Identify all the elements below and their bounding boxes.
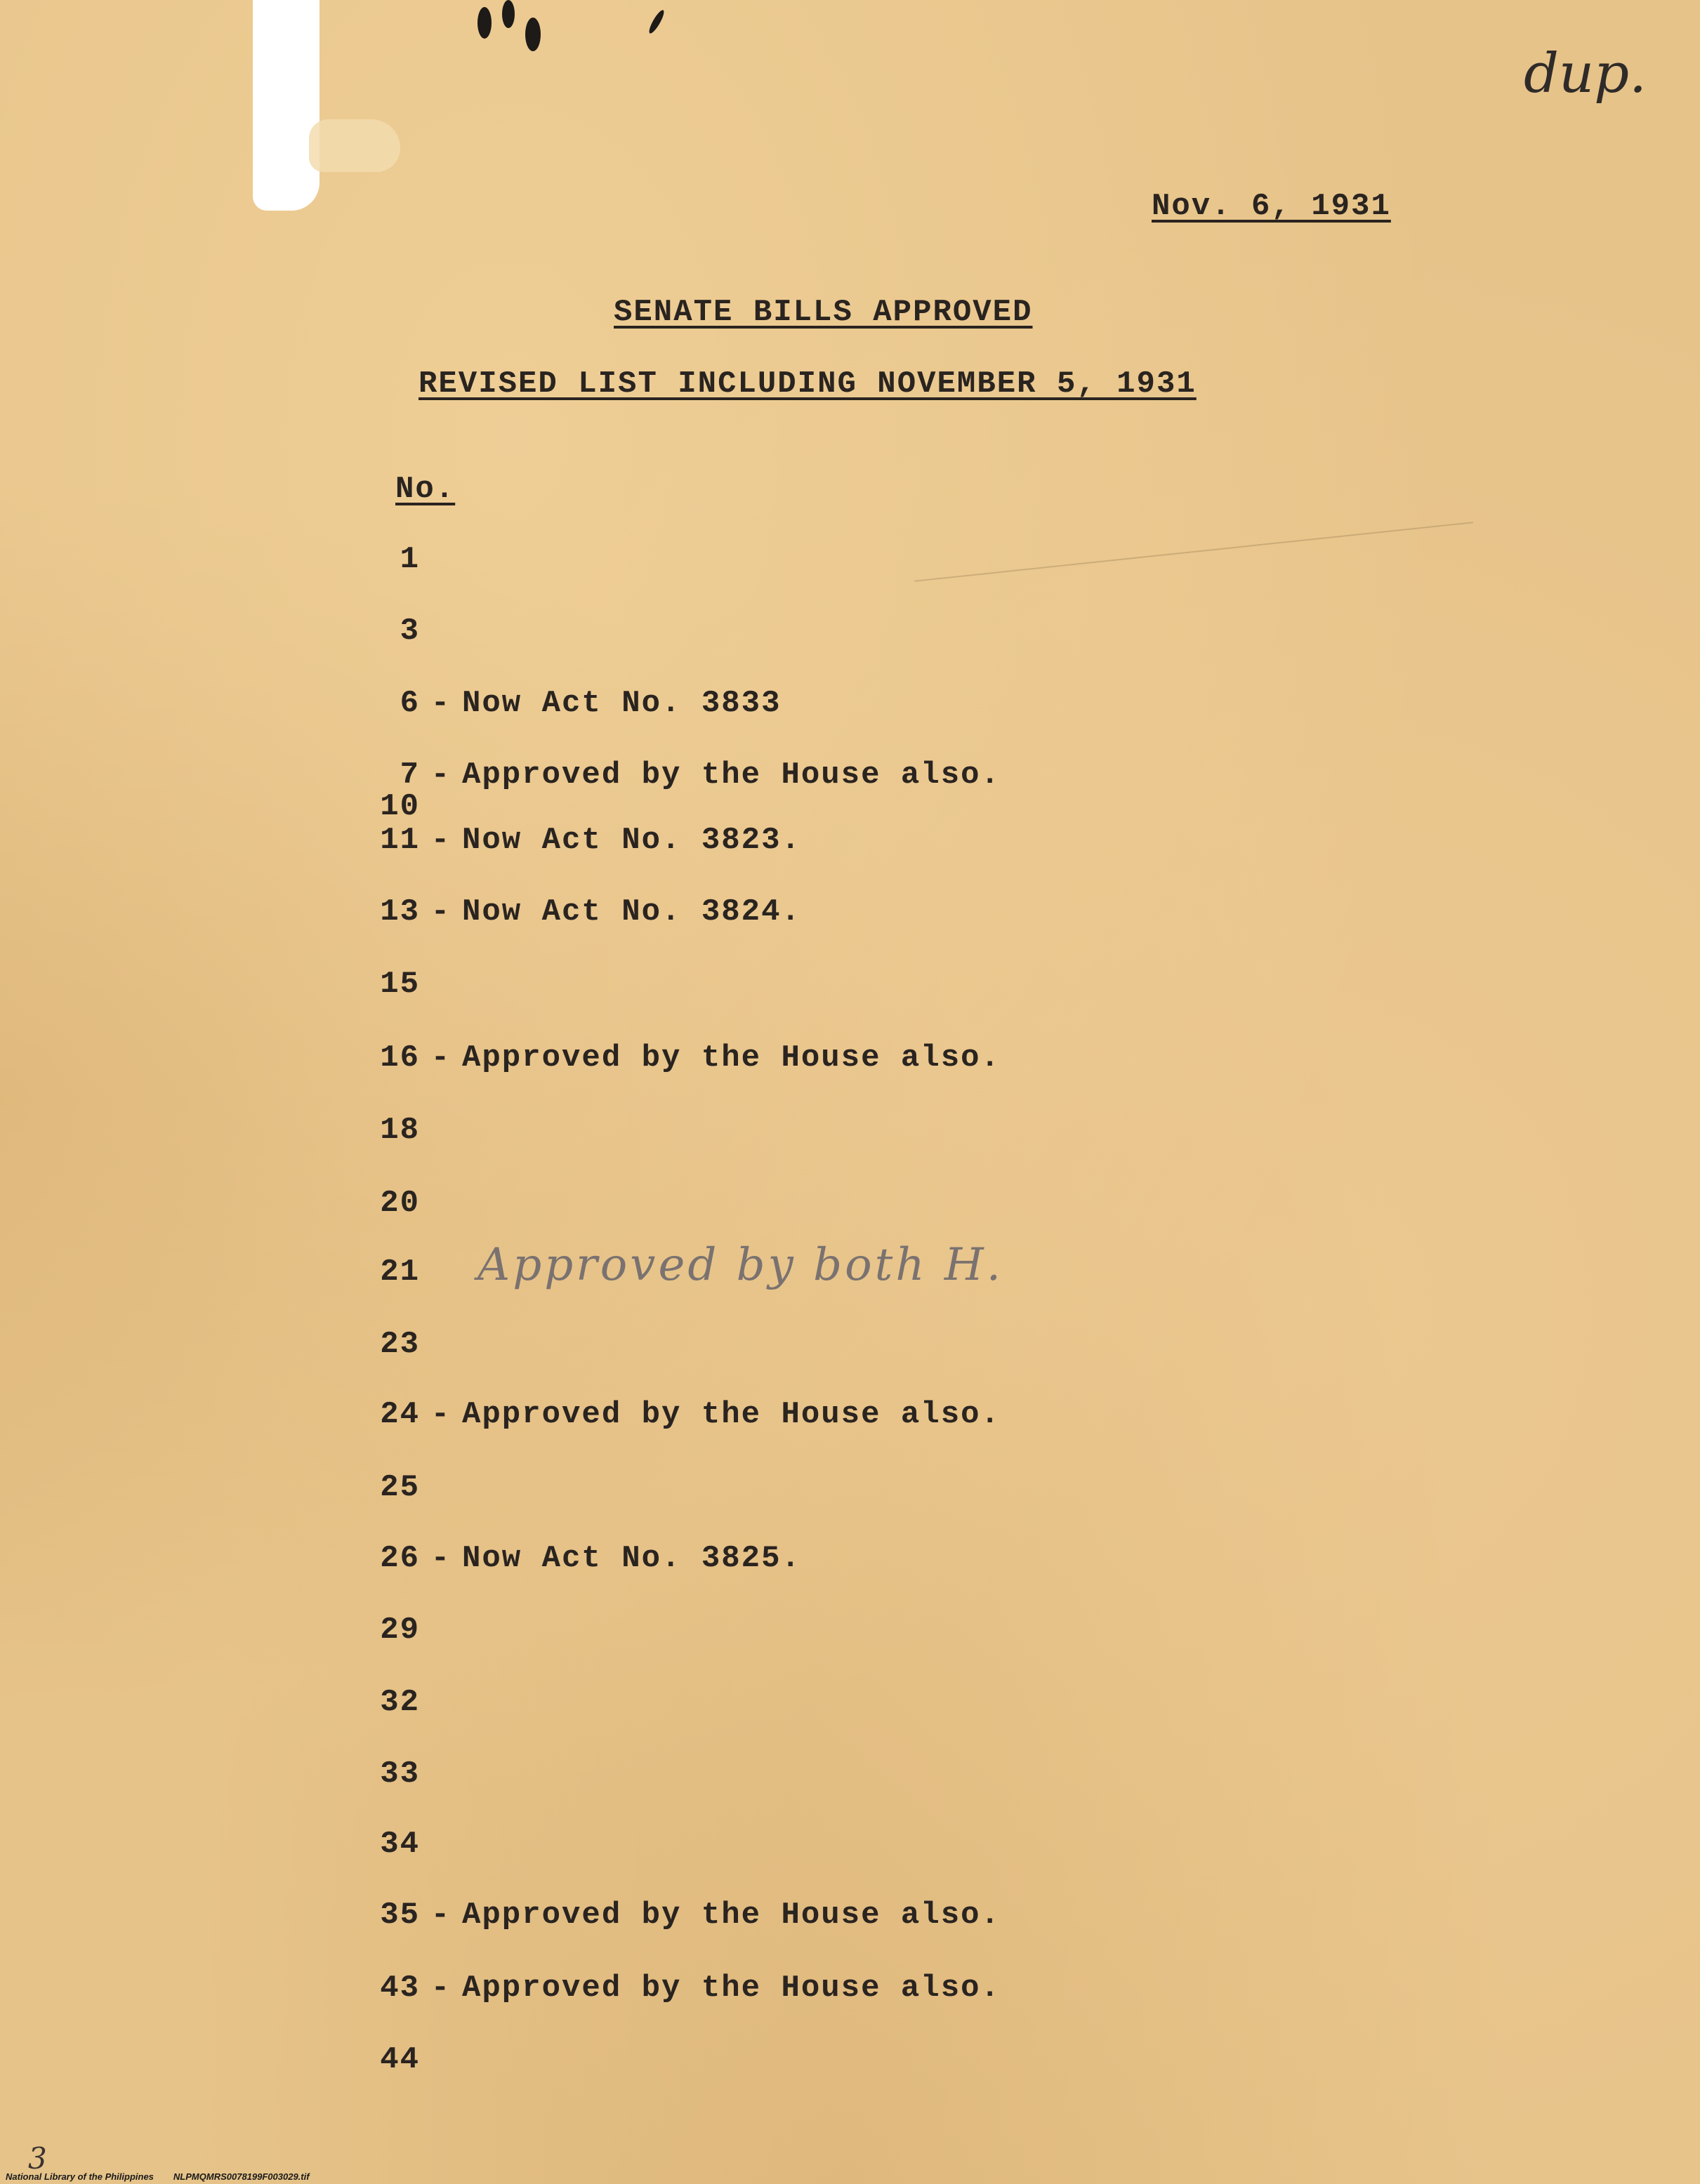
dash-separator: - [430,894,452,929]
bill-number: 16 [380,1040,420,1076]
bill-entry [350,544,420,575]
bill-status: Approved by the House also. [462,1040,1001,1076]
dash-separator: - [430,686,452,721]
bill-number: 25 [380,1470,420,1505]
torn-corner [253,0,319,211]
bill-entry [350,1829,420,1860]
bill-number: 29 [380,1613,420,1648]
bill-number: 21 [380,1255,420,1290]
handwritten-page-mark: 3 [28,2141,47,2176]
bill-entry [350,1040,1001,1076]
archive-footer [6,2171,329,2182]
bill-number: 33 [380,1756,420,1792]
bill-status: Approved by the House also. [462,1898,1001,1933]
dash-separator: - [430,1898,452,1933]
dash-separator: - [430,757,452,793]
document-date: Nov. 6, 1931 [1152,189,1391,224]
bill-number: 1 [400,542,420,577]
bill-number: 3 [400,614,420,649]
bill-entry [350,969,420,1000]
bill-entry [350,1472,420,1503]
bill-entry [350,688,781,719]
bill-number: 10 [380,789,420,824]
bill-entry [350,1329,420,1360]
bill-number: 34 [380,1827,420,1862]
bill-entry [350,825,801,856]
bill-status: Now Act No. 3824. [462,894,801,929]
bill-entry [350,1257,420,1288]
footer-file-id: NLPMQMRS0078199F003029.tif [173,2171,310,2182]
bill-number: 24 [380,1397,420,1432]
bill-number: 18 [380,1113,420,1148]
column-header-no: No. [395,472,456,507]
dash-separator: - [430,1971,452,2006]
bill-number: 7 [400,757,420,793]
handwritten-dup-note: dup. [1524,42,1647,105]
ink-blot [502,0,515,28]
dash-separator: - [430,1397,452,1432]
bill-number: 20 [380,1186,420,1221]
ink-blot [525,18,541,51]
bill-entry [350,757,1001,793]
bill-number: 44 [380,2042,420,2077]
bill-entry [350,616,420,647]
bill-number: 26 [380,1541,420,1576]
bill-entry [350,791,420,822]
bill-entry [350,1543,801,1574]
bill-entry [350,1756,420,1792]
bill-number: 15 [380,967,420,1002]
handwritten-margin-note: Approved by both H. [477,1239,1004,1291]
bill-number: 32 [380,1685,420,1720]
bill-number: 43 [380,1971,420,2006]
bill-entry [350,1973,1001,2004]
bill-number: 6 [400,686,420,721]
bill-number: 11 [380,823,420,858]
bill-entry [350,1615,420,1646]
bill-status: Approved by the House also. [462,1971,1001,2006]
bill-entry [350,896,801,927]
dash-separator: - [430,1541,452,1576]
ink-blot [477,7,492,39]
bill-status: Approved by the House also. [462,757,1001,793]
bill-status: Now Act No. 3833 [462,686,782,721]
bill-entry [350,1115,420,1146]
bill-entry [350,1188,420,1219]
bill-status: Approved by the House also. [462,1397,1001,1432]
footer-library: National Library of the Philippines [6,2171,154,2182]
bill-number: 23 [380,1327,420,1362]
bill-status: Now Act No. 3825. [462,1541,801,1576]
torn-flap [309,119,400,172]
bill-number: 35 [380,1898,420,1933]
document-title: SENATE BILLS APPROVED [614,295,1033,330]
dash-separator: - [430,823,452,858]
bill-status: Now Act No. 3823. [462,823,801,858]
bill-entry [350,2044,420,2075]
bill-entry [350,1399,1001,1430]
document-subtitle: REVISED LIST INCLUDING NOVEMBER 5, 1931 [419,366,1197,402]
dash-separator: - [430,1040,452,1076]
bill-number: 13 [380,894,420,929]
bill-entry [350,1687,420,1718]
bill-entry [350,1900,1001,1931]
